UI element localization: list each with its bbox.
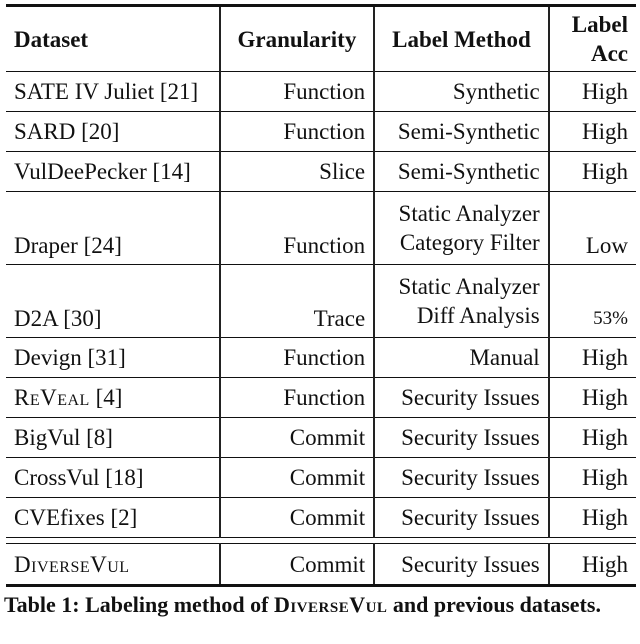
- cell-granularity: Commit: [220, 458, 374, 498]
- cell-granularity: Slice: [220, 152, 374, 192]
- cell-dataset-ref: [4]: [89, 385, 123, 410]
- cell-acc: High: [549, 498, 636, 538]
- cell-method-line1: Static Analyzer: [398, 201, 540, 226]
- cell-acc: High: [549, 152, 636, 192]
- cell-granularity: Commit: [220, 498, 374, 538]
- cell-dataset: BigVul [8]: [14, 425, 113, 450]
- header-label-method: Label Method: [374, 6, 549, 72]
- cell-granularity: Commit: [220, 544, 374, 586]
- cell-acc: High: [549, 544, 636, 586]
- table-row: [6, 152, 636, 192]
- header-granularity: Granularity: [220, 6, 374, 72]
- cell-dataset: CrossVul [18]: [14, 465, 144, 490]
- cell-granularity: Function: [220, 112, 374, 152]
- table-row: [6, 72, 636, 112]
- cell-granularity: Function: [220, 378, 374, 418]
- cell-acc: 53%: [549, 265, 636, 338]
- cell-acc: Low: [549, 192, 636, 265]
- cell-dataset: DiverseVul: [14, 551, 130, 577]
- cell-dataset-name: ReVeal: [14, 385, 90, 410]
- cell-method: Semi-Synthetic: [374, 112, 549, 152]
- cell-method-line1: Static Analyzer: [398, 274, 540, 299]
- header-label-acc-line2: Acc: [590, 41, 628, 66]
- table-row-final: [6, 544, 636, 586]
- cell-acc: High: [549, 378, 636, 418]
- table-caption: [4, 591, 640, 618]
- cell-granularity: Function: [220, 192, 374, 265]
- cell-acc: High: [549, 418, 636, 458]
- cell-method-line2: Diff Analysis: [416, 303, 540, 328]
- cell-dataset: D2A [30]: [14, 306, 102, 331]
- cell-acc: High: [549, 338, 636, 378]
- cell-acc: High: [549, 112, 636, 152]
- cell-granularity: Function: [220, 72, 374, 112]
- cell-method: Manual: [374, 338, 549, 378]
- table-row: [6, 338, 636, 378]
- cell-method: Synthetic: [374, 72, 549, 112]
- cell-method: Security Issues: [374, 458, 549, 498]
- cell-method: Security Issues: [374, 418, 549, 458]
- labeling-methods-table: [6, 4, 636, 587]
- table-row: [6, 418, 636, 458]
- cell-granularity: Function: [220, 338, 374, 378]
- table-row: [6, 265, 636, 338]
- table-row: [6, 498, 636, 538]
- cell-dataset: [6, 378, 220, 418]
- cell-method: [374, 265, 549, 338]
- caption-prefix: Table 1: Labeling method of: [4, 592, 274, 617]
- cell-dataset: Draper [24]: [14, 233, 122, 258]
- table-row: [6, 112, 636, 152]
- cell-method: Security Issues: [374, 378, 549, 418]
- table-header-row: [6, 6, 636, 72]
- cell-granularity: Commit: [220, 418, 374, 458]
- cell-dataset: SARD [20]: [14, 119, 120, 144]
- cell-method: [374, 192, 549, 265]
- cell-method: Semi-Synthetic: [374, 152, 549, 192]
- cell-acc: High: [549, 458, 636, 498]
- cell-dataset: SATE IV Juliet [21]: [14, 79, 199, 104]
- table-row: [6, 192, 636, 265]
- cell-method: Security Issues: [374, 544, 549, 586]
- cell-dataset: CVEfixes [2]: [14, 505, 138, 530]
- cell-method: Security Issues: [374, 498, 549, 538]
- cell-granularity: Trace: [220, 265, 374, 338]
- cell-method-line2: Category Filter: [399, 230, 540, 255]
- header-label-acc: [549, 6, 636, 72]
- cell-dataset: VulDeePecker [14]: [14, 159, 191, 184]
- table-row: [6, 378, 636, 418]
- cell-dataset: Devign [31]: [14, 345, 126, 370]
- caption-name: DiverseVul: [273, 592, 388, 617]
- header-dataset: Dataset: [14, 26, 89, 52]
- table-row: [6, 458, 636, 498]
- caption-suffix: and previous datasets.: [387, 592, 601, 617]
- cell-acc: High: [549, 72, 636, 112]
- header-label-acc-line1: Label: [571, 12, 628, 37]
